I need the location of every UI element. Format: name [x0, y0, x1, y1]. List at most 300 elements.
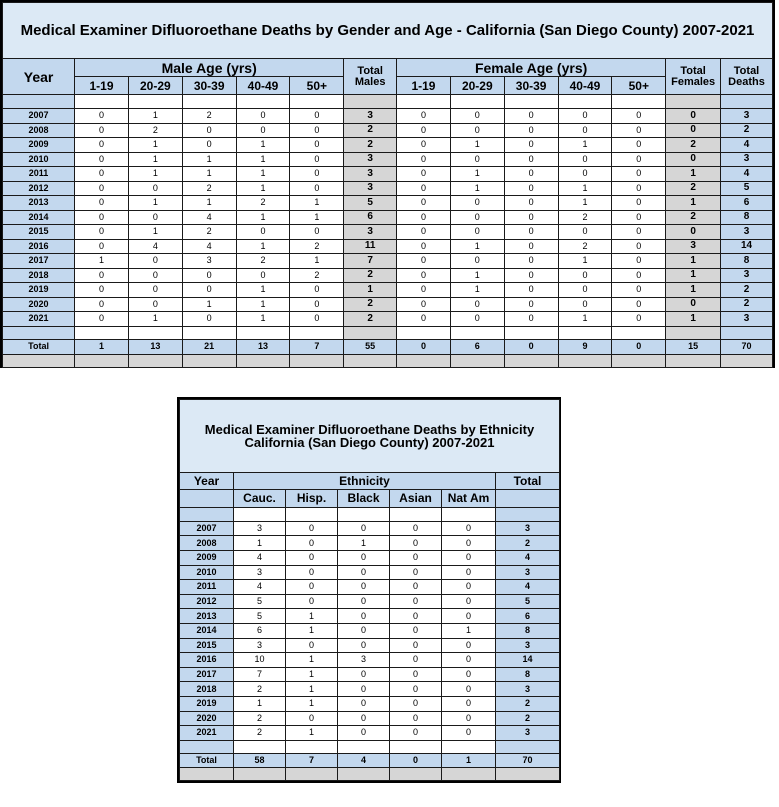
- table-row: [180, 594, 560, 609]
- ethnicity-count-cell: 4: [234, 550, 286, 565]
- male-count-cell: 0: [182, 283, 236, 298]
- table-row: [180, 580, 560, 595]
- ethnicity-count-cell: 0: [286, 594, 338, 609]
- year-cell: 2010: [3, 152, 75, 167]
- ethnicity-count-cell: 0: [442, 609, 496, 624]
- male-count-cell: 1: [128, 225, 182, 240]
- total-females-cell: 0: [666, 225, 721, 240]
- year-cell: 2008: [180, 536, 234, 551]
- male-count-cell: 1: [236, 167, 290, 182]
- table-row: [3, 312, 773, 327]
- male-count-cell: 0: [290, 123, 344, 138]
- ethnicity-count-cell: 0: [390, 565, 442, 580]
- total-cell: 6: [496, 609, 560, 624]
- blank-cell: [450, 326, 504, 339]
- year-cell: 2016: [3, 239, 75, 254]
- female-age-band-header: 50+: [612, 77, 666, 95]
- blank-cell: [397, 326, 451, 339]
- table-row: [180, 623, 560, 638]
- female-count-cell: 2: [558, 239, 612, 254]
- ethnicity-count-cell: 0: [390, 550, 442, 565]
- total-males-sum: 55: [344, 339, 397, 354]
- female-count-cell: 0: [397, 312, 451, 327]
- gray-spacer-cell: [290, 354, 344, 367]
- ethnicity-count-cell: 0: [286, 521, 338, 536]
- female-total-cell: 0: [504, 339, 558, 354]
- year-cell: 2014: [180, 623, 234, 638]
- ethnicity-count-cell: 0: [442, 550, 496, 565]
- total-deaths-cell: 8: [721, 254, 773, 269]
- year-cell: 2009: [3, 138, 75, 153]
- ethnicity-column-header: Cauc.: [234, 489, 286, 507]
- total-females-cell: 2: [666, 210, 721, 225]
- year-cell: 2017: [180, 667, 234, 682]
- female-count-cell: 1: [558, 196, 612, 211]
- year-cell: 2019: [3, 283, 75, 298]
- total-females-cell: 3: [666, 239, 721, 254]
- ethnicity-count-cell: 3: [234, 521, 286, 536]
- table-row: [180, 536, 560, 551]
- female-count-cell: 0: [612, 123, 666, 138]
- gray-spacer-cell: [3, 354, 75, 367]
- male-count-cell: 0: [128, 210, 182, 225]
- ethnicity-total-cell: 0: [390, 753, 442, 767]
- total-males-cell: 2: [344, 297, 397, 312]
- table-row: [180, 638, 560, 653]
- table-row: [3, 239, 773, 254]
- male-count-cell: 1: [290, 196, 344, 211]
- ethnicity-count-cell: 0: [442, 638, 496, 653]
- gray-spacer-cell: [721, 354, 773, 367]
- gray-spacer-cell: [442, 767, 496, 780]
- total-females-cell: 2: [666, 181, 721, 196]
- female-count-cell: 0: [612, 268, 666, 283]
- male-count-cell: 0: [182, 138, 236, 153]
- blank-total-cell: [666, 326, 721, 339]
- table-row: [3, 138, 773, 153]
- female-count-cell: 0: [612, 225, 666, 240]
- male-count-cell: 0: [290, 181, 344, 196]
- ethnicity-count-cell: 0: [442, 521, 496, 536]
- ethnicity-count-cell: 0: [442, 726, 496, 741]
- ethnicity-count-cell: 5: [234, 609, 286, 624]
- total-deaths-cell: 2: [721, 123, 773, 138]
- female-count-cell: 0: [612, 297, 666, 312]
- blank-year-cell: [3, 95, 75, 109]
- female-count-cell: 0: [504, 268, 558, 283]
- ethnicity-count-cell: 0: [286, 565, 338, 580]
- total-deaths-header: Total Deaths: [721, 59, 773, 95]
- female-count-cell: 0: [504, 225, 558, 240]
- female-count-cell: 1: [450, 239, 504, 254]
- male-count-cell: 2: [182, 109, 236, 124]
- total-deaths-cell: 4: [721, 167, 773, 182]
- total-males-cell: 2: [344, 268, 397, 283]
- blank-total-cell: [721, 326, 773, 339]
- blank-year-cell: [180, 507, 234, 521]
- ethnicity-count-cell: 3: [234, 638, 286, 653]
- table-row: [3, 225, 773, 240]
- female-count-cell: 0: [558, 167, 612, 182]
- female-count-cell: 1: [450, 138, 504, 153]
- blank-cell: [75, 95, 129, 109]
- female-count-cell: 0: [504, 167, 558, 182]
- ethnicity-count-cell: 0: [338, 667, 390, 682]
- gray-spacer-cell: [344, 354, 397, 367]
- ethnicity-count-cell: 5: [234, 594, 286, 609]
- blank-total-cell: [721, 95, 773, 109]
- male-count-cell: 1: [236, 283, 290, 298]
- ethnicity-count-cell: 0: [442, 682, 496, 697]
- female-count-cell: 0: [558, 297, 612, 312]
- female-count-cell: 0: [612, 196, 666, 211]
- female-count-cell: 0: [397, 225, 451, 240]
- table1-title: Medical Examiner Difluoroethane Deaths by Gender and Age - California (San Diego County) 2007-2021: [3, 3, 773, 59]
- female-count-cell: 0: [612, 210, 666, 225]
- male-age-band-header: 50+: [290, 77, 344, 95]
- total-cell: 4: [496, 550, 560, 565]
- total-females-header: Total Females: [666, 59, 721, 95]
- female-count-cell: 0: [558, 268, 612, 283]
- year-cell: 2018: [180, 682, 234, 697]
- table-row: [3, 196, 773, 211]
- ethnicity-count-cell: 1: [286, 653, 338, 668]
- blank-cell: [558, 95, 612, 109]
- ethnicity-column-header: Hisp.: [286, 489, 338, 507]
- year-cell: 2018: [3, 268, 75, 283]
- blank-cell: [236, 95, 290, 109]
- blank-cell: [182, 326, 236, 339]
- male-total-cell: 1: [75, 339, 129, 354]
- male-count-cell: 0: [290, 297, 344, 312]
- ethnicity-count-cell: 0: [338, 550, 390, 565]
- blank-cell: [390, 740, 442, 753]
- male-count-cell: 0: [75, 152, 129, 167]
- female-count-cell: 1: [558, 181, 612, 196]
- ethnicity-column-header: Asian: [390, 489, 442, 507]
- female-count-cell: 0: [612, 254, 666, 269]
- ethnicity-count-cell: 0: [338, 682, 390, 697]
- ethnicity-count-cell: 0: [442, 565, 496, 580]
- male-count-cell: 0: [128, 181, 182, 196]
- table-row: [180, 609, 560, 624]
- male-count-cell: 1: [236, 312, 290, 327]
- ethnicity-count-cell: 0: [390, 653, 442, 668]
- male-count-cell: 2: [290, 268, 344, 283]
- male-count-cell: 0: [236, 225, 290, 240]
- total-males-cell: 2: [344, 138, 397, 153]
- male-count-cell: 0: [75, 297, 129, 312]
- female-count-cell: 0: [450, 254, 504, 269]
- male-count-cell: 0: [236, 109, 290, 124]
- total-males-cell: 3: [344, 225, 397, 240]
- male-count-cell: 0: [75, 239, 129, 254]
- female-count-cell: 0: [612, 181, 666, 196]
- blank-cell: [442, 740, 496, 753]
- total-females-cell: 1: [666, 312, 721, 327]
- male-count-cell: 0: [75, 109, 129, 124]
- male-count-cell: 0: [75, 225, 129, 240]
- gray-spacer-cell: [558, 354, 612, 367]
- male-count-cell: 0: [75, 181, 129, 196]
- total-males-cell: 3: [344, 109, 397, 124]
- male-count-cell: 0: [128, 297, 182, 312]
- ethnicity-count-cell: 1: [442, 623, 496, 638]
- female-age-band-header: 1-19: [397, 77, 451, 95]
- year-cell: 2007: [180, 521, 234, 536]
- male-count-cell: 0: [75, 210, 129, 225]
- ethnicity-count-cell: 0: [390, 521, 442, 536]
- total-cell: 3: [496, 726, 560, 741]
- table-row: [3, 181, 773, 196]
- female-age-band-header: 20-29: [450, 77, 504, 95]
- blank-cell: [182, 95, 236, 109]
- female-count-cell: 1: [450, 167, 504, 182]
- total-females-cell: 0: [666, 297, 721, 312]
- year-cell: 2015: [3, 225, 75, 240]
- blank-year-cell: [180, 740, 234, 753]
- female-count-cell: 0: [397, 297, 451, 312]
- male-age-header: Male Age (yrs): [75, 59, 344, 77]
- blank-cell: [234, 507, 286, 521]
- total-deaths-cell: 5: [721, 181, 773, 196]
- female-count-cell: 0: [450, 225, 504, 240]
- ethnicity-count-cell: 0: [390, 726, 442, 741]
- ethnicity-count-cell: 0: [390, 623, 442, 638]
- male-count-cell: 1: [290, 254, 344, 269]
- table-row: [3, 109, 773, 124]
- gray-spacer-cell: [236, 354, 290, 367]
- gender-age-table: [2, 2, 773, 368]
- total-deaths-cell: 8: [721, 210, 773, 225]
- blank-cell: [612, 326, 666, 339]
- female-count-cell: 0: [397, 210, 451, 225]
- female-count-cell: 0: [504, 152, 558, 167]
- ethnicity-count-cell: 0: [442, 653, 496, 668]
- male-age-band-header: 40-49: [236, 77, 290, 95]
- ethnicity-count-cell: 1: [286, 609, 338, 624]
- year-cell: 2012: [3, 181, 75, 196]
- table-row: [3, 167, 773, 182]
- gray-spacer-cell: [390, 767, 442, 780]
- ethnicity-total-cell: 1: [442, 753, 496, 767]
- ethnicity-column-header: Nat Am: [442, 489, 496, 507]
- ethnicity-count-cell: 1: [286, 682, 338, 697]
- year-cell: 2009: [180, 550, 234, 565]
- total-deaths-cell: 3: [721, 152, 773, 167]
- total-deaths-cell: 14: [721, 239, 773, 254]
- female-count-cell: 0: [397, 268, 451, 283]
- female-count-cell: 0: [397, 239, 451, 254]
- total-females-sum: 15: [666, 339, 721, 354]
- blank-cell: [234, 740, 286, 753]
- male-count-cell: 2: [182, 181, 236, 196]
- gray-spacer-cell: [666, 354, 721, 367]
- male-count-cell: 1: [128, 109, 182, 124]
- gray-spacer-cell: [612, 354, 666, 367]
- ethnicity-count-cell: 7: [234, 667, 286, 682]
- male-count-cell: 0: [182, 268, 236, 283]
- total-deaths-cell: 4: [721, 138, 773, 153]
- female-age-band-header: 40-49: [558, 77, 612, 95]
- ethnicity-count-cell: 3: [338, 653, 390, 668]
- total-cell: 3: [496, 682, 560, 697]
- ethnicity-count-cell: 2: [234, 711, 286, 726]
- ethnicity-total-cell: 7: [286, 753, 338, 767]
- female-count-cell: 1: [558, 312, 612, 327]
- ethnicity-count-cell: 0: [390, 609, 442, 624]
- female-total-cell: 6: [450, 339, 504, 354]
- female-count-cell: 0: [558, 283, 612, 298]
- ethnicity-count-cell: 0: [442, 536, 496, 551]
- ethnicity-count-cell: 6: [234, 623, 286, 638]
- gray-spacer-cell: [180, 767, 234, 780]
- total-females-cell: 0: [666, 109, 721, 124]
- blank-cell: [390, 507, 442, 521]
- ethnicity-count-cell: 1: [286, 696, 338, 711]
- total-cell: 8: [496, 667, 560, 682]
- male-count-cell: 1: [236, 297, 290, 312]
- ethnicity-count-cell: 0: [390, 682, 442, 697]
- ethnicity-count-cell: 0: [286, 711, 338, 726]
- male-count-cell: 0: [75, 123, 129, 138]
- male-count-cell: 1: [236, 152, 290, 167]
- ethnicity-count-cell: 1: [286, 667, 338, 682]
- gray-spacer-cell: [397, 354, 451, 367]
- total-label: Total: [3, 339, 75, 354]
- ethnicity-count-cell: 0: [286, 536, 338, 551]
- male-count-cell: 0: [75, 196, 129, 211]
- male-count-cell: 0: [75, 312, 129, 327]
- male-count-cell: 0: [75, 167, 129, 182]
- male-age-band-header: 1-19: [75, 77, 129, 95]
- male-count-cell: 0: [128, 283, 182, 298]
- ethnicity-count-cell: 0: [338, 609, 390, 624]
- ethnicity-count-cell: 0: [286, 550, 338, 565]
- blank-cell: [397, 95, 451, 109]
- total-cell: 5: [496, 594, 560, 609]
- year-cell: 2013: [3, 196, 75, 211]
- table-row: [180, 696, 560, 711]
- total-males-cell: 1: [344, 283, 397, 298]
- blank-header-cell: [180, 489, 234, 507]
- ethnicity-count-cell: 0: [442, 594, 496, 609]
- ethnicity-count-cell: 0: [338, 726, 390, 741]
- table-row: [180, 550, 560, 565]
- male-total-cell: 13: [236, 339, 290, 354]
- ethnicity-count-cell: 1: [286, 623, 338, 638]
- ethnicity-count-cell: 0: [390, 667, 442, 682]
- total-males-cell: 7: [344, 254, 397, 269]
- male-count-cell: 2: [182, 225, 236, 240]
- year-cell: 2011: [180, 580, 234, 595]
- gray-spacer-cell: [496, 767, 560, 780]
- total-cell: 14: [496, 653, 560, 668]
- total-cell: 4: [496, 580, 560, 595]
- total-label: Total: [180, 753, 234, 767]
- female-count-cell: 0: [450, 210, 504, 225]
- ethnicity-count-cell: 3: [234, 565, 286, 580]
- male-count-cell: 1: [182, 297, 236, 312]
- total-males-header: Total Males: [344, 59, 397, 95]
- year-cell: 2013: [180, 609, 234, 624]
- year-cell: 2011: [3, 167, 75, 182]
- male-count-cell: 2: [128, 123, 182, 138]
- ethnicity-count-cell: 0: [338, 638, 390, 653]
- male-count-cell: 0: [290, 152, 344, 167]
- female-count-cell: 0: [558, 225, 612, 240]
- table2-title: Medical Examiner Difluoroethane Deaths by Ethnicity California (San Diego County) 2007-2021: [180, 400, 560, 473]
- male-count-cell: 1: [75, 254, 129, 269]
- female-count-cell: 0: [612, 239, 666, 254]
- total-males-cell: 3: [344, 152, 397, 167]
- male-count-cell: 4: [128, 239, 182, 254]
- ethnicity-count-cell: 1: [286, 726, 338, 741]
- male-count-cell: 0: [75, 138, 129, 153]
- female-count-cell: 0: [504, 254, 558, 269]
- male-count-cell: 2: [236, 196, 290, 211]
- ethnicity-count-cell: 0: [338, 565, 390, 580]
- blank-header-cell: [496, 489, 560, 507]
- male-count-cell: 0: [75, 283, 129, 298]
- female-count-cell: 0: [397, 138, 451, 153]
- ethnicity-count-cell: 10: [234, 653, 286, 668]
- total-females-cell: 0: [666, 152, 721, 167]
- year-cell: 2019: [180, 696, 234, 711]
- male-count-cell: 1: [128, 167, 182, 182]
- total-females-cell: 1: [666, 167, 721, 182]
- male-total-cell: 13: [128, 339, 182, 354]
- total-males-cell: 3: [344, 181, 397, 196]
- blank-cell: [75, 326, 129, 339]
- blank-total-cell: [496, 507, 560, 521]
- year-header: Year: [180, 473, 234, 489]
- year-cell: 2010: [180, 565, 234, 580]
- female-age-band-header: 30-39: [504, 77, 558, 95]
- table-row: [180, 667, 560, 682]
- female-count-cell: 0: [450, 196, 504, 211]
- female-count-cell: 0: [504, 283, 558, 298]
- male-count-cell: 0: [290, 138, 344, 153]
- gray-spacer-cell: [128, 354, 182, 367]
- female-count-cell: 0: [612, 138, 666, 153]
- total-deaths-cell: 3: [721, 225, 773, 240]
- blank-total-cell: [344, 95, 397, 109]
- year-cell: 2020: [3, 297, 75, 312]
- ethnicity-count-cell: 0: [442, 667, 496, 682]
- gray-spacer-cell: [234, 767, 286, 780]
- male-count-cell: 0: [290, 283, 344, 298]
- ethnicity-count-cell: 0: [390, 580, 442, 595]
- ethnicity-header: Ethnicity: [234, 473, 496, 489]
- male-count-cell: 0: [290, 167, 344, 182]
- total-deaths-cell: 6: [721, 196, 773, 211]
- male-count-cell: 1: [236, 181, 290, 196]
- blank-cell: [128, 95, 182, 109]
- male-count-cell: 0: [182, 123, 236, 138]
- female-count-cell: 0: [397, 254, 451, 269]
- total-males-cell: 2: [344, 312, 397, 327]
- ethnicity-column-header: Black: [338, 489, 390, 507]
- female-count-cell: 0: [397, 109, 451, 124]
- male-count-cell: 2: [290, 239, 344, 254]
- table-row: [3, 210, 773, 225]
- table-row: [3, 283, 773, 298]
- ethnicity-count-cell: 1: [234, 696, 286, 711]
- blank-cell: [442, 507, 496, 521]
- female-count-cell: 0: [612, 109, 666, 124]
- blank-cell: [290, 326, 344, 339]
